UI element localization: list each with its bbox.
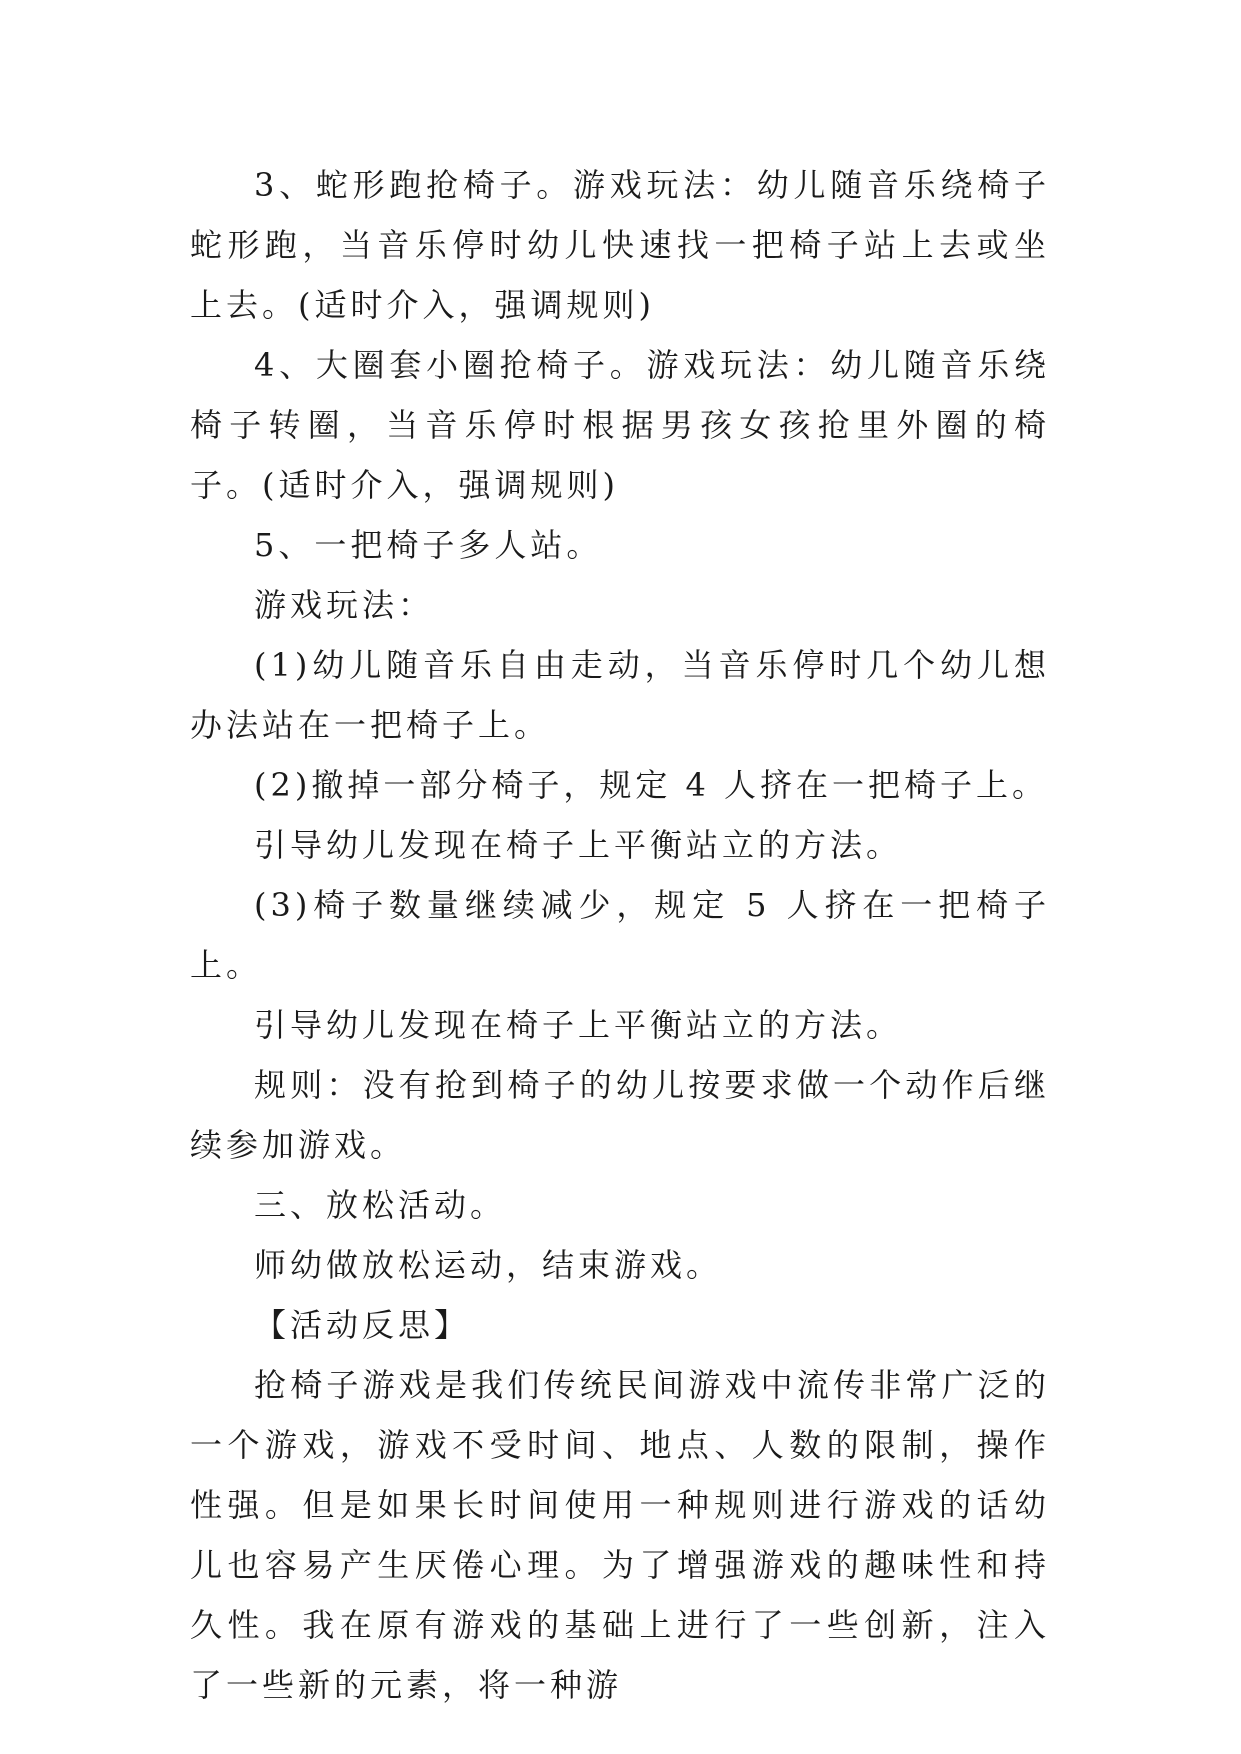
paragraph-relax: 师幼做放松运动，结束游戏。 <box>254 1246 723 1284</box>
paragraph-rules: 规则：没有抢到椅子的幼儿按要求做一个动作后继续参加游戏。 <box>190 1066 1050 1164</box>
paragraph-game-rules-heading: 游戏玩法： <box>254 586 435 624</box>
paragraph-rule-3: (3)椅子数量继续减少，规定 5 人挤在一把椅子上。 <box>190 886 1050 984</box>
paragraph-game-3: 3、蛇形跑抢椅子。游戏玩法：幼儿随音乐绕椅子蛇形跑，当音乐停时幼儿快速找一把椅子站上去或坐上去。(适时介入，强调规则) <box>190 166 1050 324</box>
paragraph-game-4: 4、大圈套小圈抢椅子。游戏玩法：幼儿随音乐绕椅子转圈，当音乐停时根据男孩女孩抢里外圈的椅子。(适时介入，强调规则) <box>190 346 1050 504</box>
paragraph-guide-1: 引导幼儿发现在椅子上平衡站立的方法。 <box>254 826 903 864</box>
paragraph-reflection: 抢椅子游戏是我们传统民间游戏中流传非常广泛的一个游戏，游戏不受时间、地点、人数的限制，操作性强。但是如果长时间使用一种规则进行游戏的话幼儿也容易产生厌倦心理。为了增强游戏的趣味性和持久性。我在原有游戏的基础上进行了一些创新，注入了一些新的元素，将一种游 <box>190 1366 1050 1704</box>
paragraph-game-5: 5、一把椅子多人站。 <box>254 526 603 564</box>
section-heading-relax: 三、放松活动。 <box>254 1186 507 1224</box>
paragraph-rule-2: (2)撤掉一部分椅子，规定 4 人挤在一把椅子上。 <box>254 766 1049 804</box>
paragraph-guide-2: 引导幼儿发现在椅子上平衡站立的方法。 <box>254 1006 903 1044</box>
document-body <box>190 155 1050 1715</box>
paragraph-rule-1: (1)幼儿随音乐自由走动，当音乐停时几个幼儿想办法站在一把椅子上。 <box>190 646 1050 744</box>
section-heading-reflection: 【活动反思】 <box>254 1306 471 1344</box>
